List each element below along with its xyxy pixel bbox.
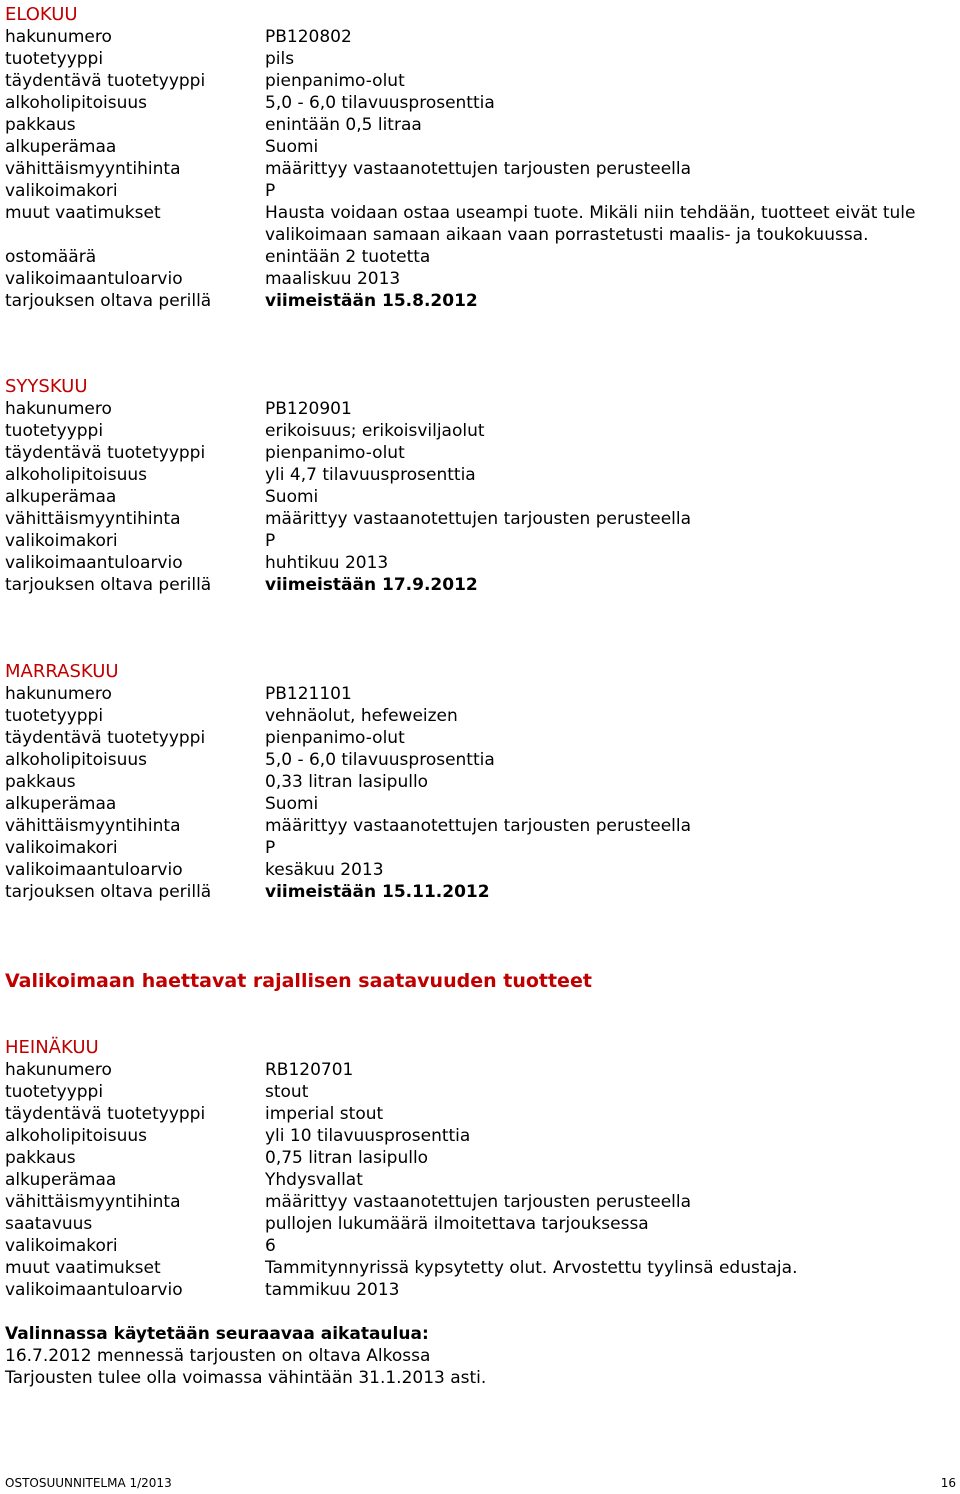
field-label: vähittäismyyntihinta — [5, 1192, 181, 1212]
field-value: erikoisuus; erikoisviljaolut — [265, 421, 485, 441]
field-row — [5, 508, 955, 530]
field-label: pakkaus — [5, 115, 76, 135]
field-value: kesäkuu 2013 — [265, 860, 384, 880]
field-label: tarjouksen oltava perillä — [5, 291, 212, 311]
field-row — [5, 1191, 955, 1213]
field-value: määrittyy vastaanotettujen tarjousten perusteella — [265, 159, 692, 179]
field-value: määrittyy vastaanotettujen tarjousten perusteella — [265, 1192, 692, 1212]
field-row — [5, 1059, 955, 1081]
field-label: valikoimaantuloarvio — [5, 860, 183, 880]
field-label: alkoholipitoisuus — [5, 750, 147, 770]
field-label: valikoimaantuloarvio — [5, 1280, 183, 1300]
schedule-line: Tarjousten tulee olla voimassa vähintään 31.1.2013 asti. — [5, 1368, 487, 1388]
field-row — [5, 180, 955, 202]
field-label: hakunumero — [5, 399, 112, 419]
field-value: Hausta voidaan ostaa useampi tuote. Mikäli niin tehdään, tuotteet eivät tule valikoimaan samaan aikaan vaan porrastetusti maalis- ja toukokuussa. — [265, 203, 916, 245]
field-label: valikoimakori — [5, 1236, 118, 1256]
field-label: alkoholipitoisuus — [5, 465, 147, 485]
field-row — [5, 1103, 955, 1125]
field-row — [5, 70, 955, 92]
field-label: valikoimaantuloarvio — [5, 269, 183, 289]
field-row — [5, 881, 955, 903]
field-label: täydentävä tuotetyyppi — [5, 1104, 206, 1124]
field-value: maaliskuu 2013 — [265, 269, 401, 289]
field-value: määrittyy vastaanotettujen tarjousten perusteella — [265, 509, 692, 529]
section-marraskuu — [5, 661, 955, 903]
field-label: vähittäismyyntihinta — [5, 816, 181, 836]
field-label: ostomäärä — [5, 247, 97, 267]
field-value: yli 4,7 tilavuusprosenttia — [265, 465, 476, 485]
field-label: alkuperämaa — [5, 137, 117, 157]
field-label: saatavuus — [5, 1214, 93, 1234]
field-row — [5, 1169, 955, 1191]
field-label: muut vaatimukset — [5, 1258, 161, 1278]
schedule-line: 16.7.2012 mennessä tarjousten on oltava Alkossa — [5, 1346, 431, 1366]
field-row — [5, 530, 955, 552]
month-heading: HEINÄKUU — [5, 1037, 99, 1058]
field-row — [5, 26, 955, 48]
field-value: imperial stout — [265, 1104, 384, 1124]
footer-page-number: 16 — [940, 1476, 956, 1490]
field-value: 6 — [265, 1236, 276, 1256]
field-value: pienpanimo-olut — [265, 443, 405, 463]
field-label: täydentävä tuotetyyppi — [5, 71, 206, 91]
deadline-value: viimeistään 15.11.2012 — [265, 882, 490, 902]
field-label: pakkaus — [5, 772, 76, 792]
field-label: hakunumero — [5, 27, 112, 47]
field-label: valikoimaantuloarvio — [5, 553, 183, 573]
field-value: pils — [265, 49, 295, 69]
field-value: määrittyy vastaanotettujen tarjousten perusteella — [265, 816, 692, 836]
limited-availability-heading: Valikoimaan haettavat rajallisen saatavuuden tuotteet — [5, 970, 592, 992]
field-label: vähittäismyyntihinta — [5, 159, 181, 179]
field-row — [5, 202, 955, 246]
field-value: 5,0 - 6,0 tilavuusprosenttia — [265, 750, 495, 770]
field-value: Suomi — [265, 487, 319, 507]
field-row — [5, 683, 955, 705]
field-row — [5, 552, 955, 574]
field-value: Suomi — [265, 794, 319, 814]
field-label: alkoholipitoisuus — [5, 1126, 147, 1146]
field-label: valikoimakori — [5, 531, 118, 551]
field-label: tuotetyyppi — [5, 49, 104, 69]
section-elokuu — [5, 4, 955, 312]
field-label: valikoimakori — [5, 838, 118, 858]
field-value: yli 10 tilavuusprosenttia — [265, 1126, 471, 1146]
field-value: stout — [265, 1082, 309, 1102]
schedule-title: Valinnassa käytetään seuraavaa aikataulua: — [5, 1324, 429, 1344]
field-row — [5, 442, 955, 464]
field-row — [5, 574, 955, 596]
field-row — [5, 1125, 955, 1147]
field-row — [5, 464, 955, 486]
field-label: alkuperämaa — [5, 487, 117, 507]
field-label: vähittäismyyntihinta — [5, 509, 181, 529]
field-row — [5, 486, 955, 508]
field-value: 5,0 - 6,0 tilavuusprosenttia — [265, 93, 495, 113]
deadline-value: viimeistään 15.8.2012 — [265, 291, 478, 311]
field-row — [5, 793, 955, 815]
field-label: hakunumero — [5, 1060, 112, 1080]
field-row — [5, 1257, 955, 1279]
field-row — [5, 859, 955, 881]
field-label: muut vaatimukset — [5, 203, 161, 223]
field-value: P — [265, 838, 276, 858]
field-value: Yhdysvallat — [265, 1170, 363, 1190]
section-heinakuu — [5, 1037, 955, 1301]
field-value: P — [265, 531, 276, 551]
month-heading: ELOKUU — [5, 4, 78, 25]
field-row — [5, 1147, 955, 1169]
field-row — [5, 1213, 955, 1235]
schedule-block — [5, 1323, 486, 1389]
field-label: täydentävä tuotetyyppi — [5, 728, 206, 748]
field-row — [5, 92, 955, 114]
field-value: enintään 2 tuotetta — [265, 247, 431, 267]
field-row — [5, 158, 955, 180]
field-label: hakunumero — [5, 684, 112, 704]
field-label: tarjouksen oltava perillä — [5, 882, 212, 902]
field-row — [5, 398, 955, 420]
field-value: Suomi — [265, 137, 319, 157]
field-label: tuotetyyppi — [5, 706, 104, 726]
field-row — [5, 1279, 955, 1301]
field-value: RB120701 — [265, 1060, 354, 1080]
field-value: pullojen lukumäärä ilmoitettava tarjouksessa — [265, 1214, 649, 1234]
field-label: alkoholipitoisuus — [5, 93, 147, 113]
field-label: pakkaus — [5, 1148, 76, 1168]
field-row — [5, 136, 955, 158]
field-label: alkuperämaa — [5, 794, 117, 814]
field-row — [5, 771, 955, 793]
field-row — [5, 837, 955, 859]
field-value: pienpanimo-olut — [265, 728, 405, 748]
field-label: tuotetyyppi — [5, 1082, 104, 1102]
field-value: PB121101 — [265, 684, 352, 704]
month-heading: SYYSKUU — [5, 376, 88, 397]
field-label: tuotetyyppi — [5, 421, 104, 441]
field-row — [5, 246, 955, 268]
field-row — [5, 1235, 955, 1257]
field-row — [5, 290, 955, 312]
section-syyskuu — [5, 376, 955, 596]
field-row — [5, 1081, 955, 1103]
field-label: alkuperämaa — [5, 1170, 117, 1190]
field-value: PB120802 — [265, 27, 352, 47]
field-value: 0,75 litran lasipullo — [265, 1148, 429, 1168]
field-value: PB120901 — [265, 399, 352, 419]
deadline-value: viimeistään 17.9.2012 — [265, 575, 478, 595]
field-label: valikoimakori — [5, 181, 118, 201]
field-row — [5, 48, 955, 70]
field-value: enintään 0,5 litraa — [265, 115, 422, 135]
field-row — [5, 114, 955, 136]
footer-document-title: OSTOSUUNNITELMA 1/2013 — [5, 1476, 172, 1490]
field-label: tarjouksen oltava perillä — [5, 575, 212, 595]
field-value: Tammitynnyrissä kypsytetty olut. Arvostettu tyylinsä edustaja. — [265, 1258, 798, 1278]
field-label: täydentävä tuotetyyppi — [5, 443, 206, 463]
field-value: huhtikuu 2013 — [265, 553, 389, 573]
field-value: tammikuu 2013 — [265, 1280, 400, 1300]
field-row — [5, 815, 955, 837]
field-row — [5, 420, 955, 442]
field-row — [5, 749, 955, 771]
field-value: 0,33 litran lasipullo — [265, 772, 429, 792]
field-value: pienpanimo-olut — [265, 71, 405, 91]
field-row — [5, 268, 955, 290]
field-value: P — [265, 181, 276, 201]
field-row — [5, 727, 955, 749]
field-row — [5, 705, 955, 727]
month-heading: MARRASKUU — [5, 661, 119, 682]
field-value: vehnäolut, hefeweizen — [265, 706, 458, 726]
